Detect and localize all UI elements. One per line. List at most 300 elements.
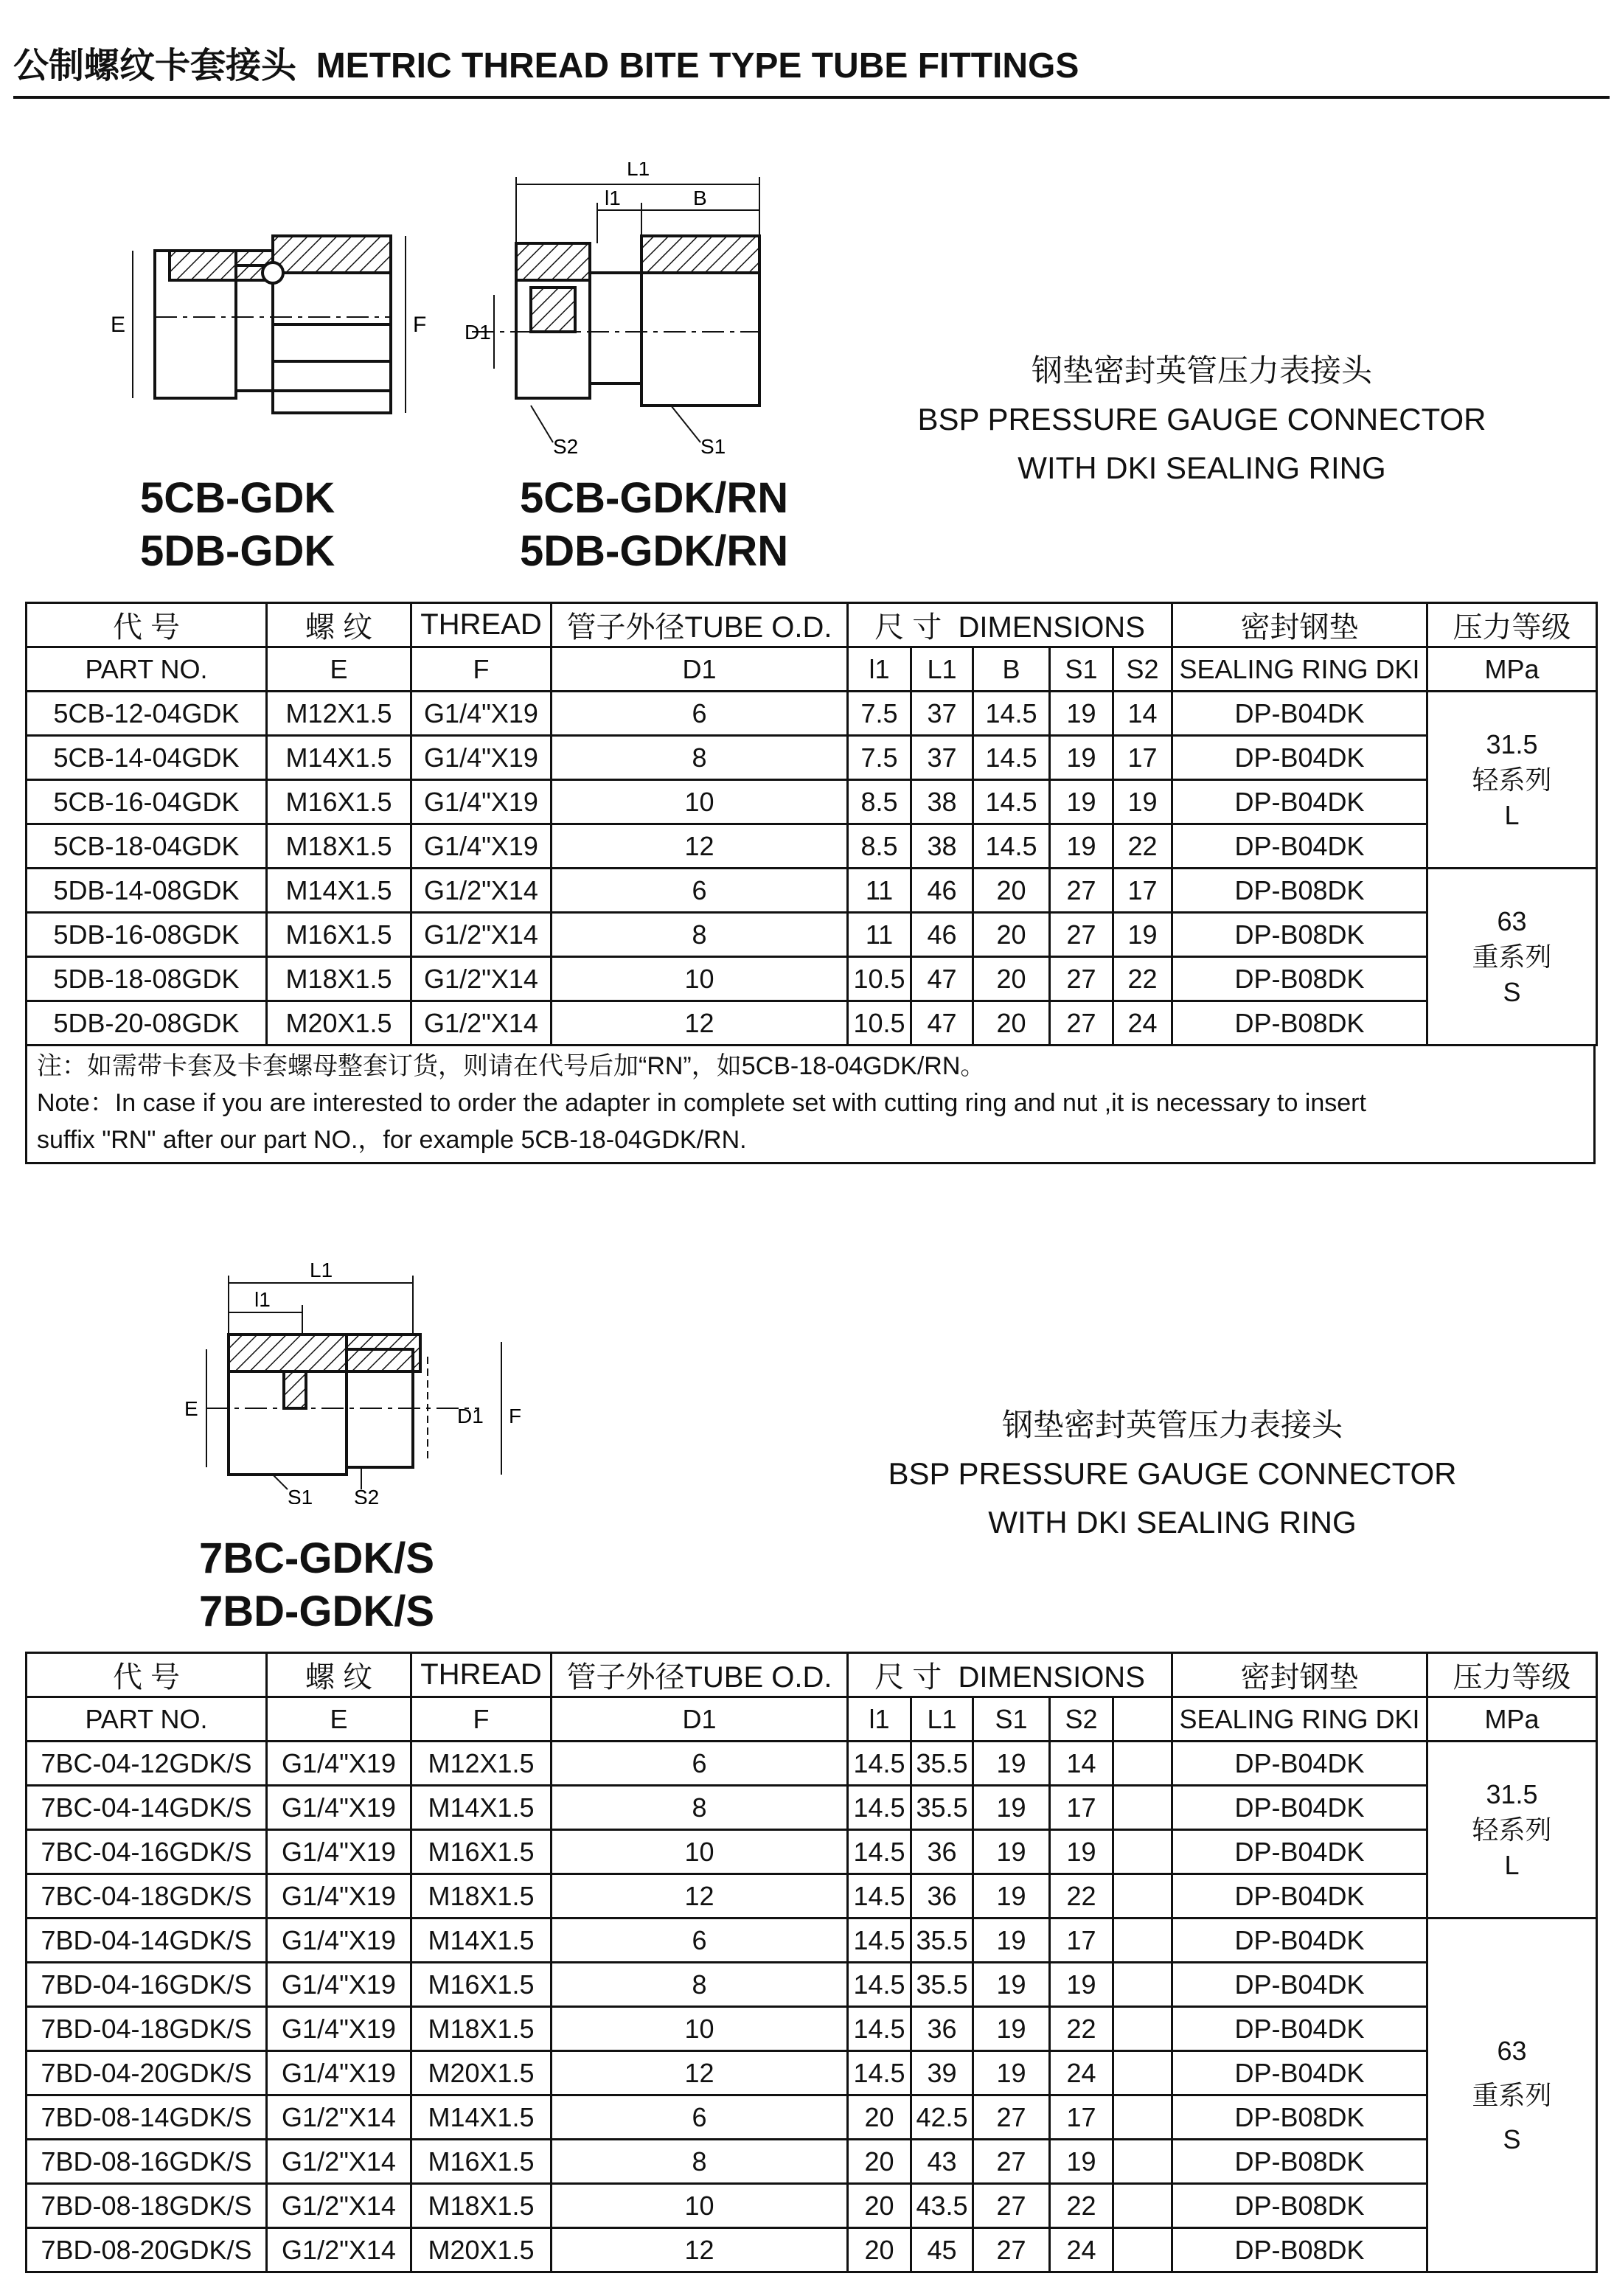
cell-s1: 19 xyxy=(1050,824,1113,869)
cell-part: 5CB-14-04GDK xyxy=(27,736,267,780)
cell-b: 14.5 xyxy=(973,692,1050,736)
cell-s2: 14 xyxy=(1113,692,1172,736)
cell-s2: 19 xyxy=(1113,913,1172,957)
drawing-5cb-gdk xyxy=(103,206,435,428)
cell-f: M16X1.5 xyxy=(411,1963,552,2007)
header-pressure-cn: 压力等级 xyxy=(1427,603,1597,647)
cell-s1: 27 xyxy=(973,2140,1050,2184)
cell-seal: DP-B08DK xyxy=(1172,1001,1427,1046)
cell-s2: 22 xyxy=(1050,2184,1113,2228)
cell-d1: 6 xyxy=(552,692,848,736)
cell-part: 7BC-04-14GDK/S xyxy=(27,1786,267,1830)
cell-part: 7BD-04-14GDK/S xyxy=(27,1918,267,1963)
cell-seal: DP-B04DK xyxy=(1172,1963,1427,2007)
page-title-cn: 公制螺纹卡套接头 xyxy=(13,46,297,86)
header-tube: 管子外径TUBE O.D. xyxy=(552,1653,848,1697)
cell-s2: 22 xyxy=(1113,957,1172,1001)
cell-s2: 17 xyxy=(1050,1918,1113,1963)
drawing-7bc-gdk-s xyxy=(184,1261,531,1504)
cell-e: G1/4"X19 xyxy=(267,1874,411,1918)
cell-d1: 6 xyxy=(552,869,848,913)
cell-s1: 19 xyxy=(973,1918,1050,1963)
cell-l1: 36 xyxy=(911,1830,973,1874)
cell-empty xyxy=(1113,2228,1172,2272)
cell-seal: DP-B08DK xyxy=(1172,957,1427,1001)
table-row xyxy=(27,1918,1597,1963)
cell-s2: 22 xyxy=(1050,2007,1113,2051)
cell-f: G1/2"X14 xyxy=(411,1001,552,1046)
cell-e: G1/4"X19 xyxy=(267,1830,411,1874)
caption-1 xyxy=(885,347,1519,493)
cell-e: G1/4"X19 xyxy=(267,1742,411,1786)
header-dimensions: 尺 寸 DIMENSIONS xyxy=(848,1653,1172,1697)
label-d1: D1 xyxy=(465,321,491,344)
cell-d1: 8 xyxy=(552,1963,848,2007)
model-name: 5DB-GDK/RN xyxy=(520,527,789,575)
table-header-row xyxy=(27,603,1597,647)
cell-part: 7BC-04-16GDK/S xyxy=(27,1830,267,1874)
cell-d1: 12 xyxy=(552,1874,848,1918)
cell-s2: 17 xyxy=(1113,736,1172,780)
cell-s1: 19 xyxy=(1050,736,1113,780)
cell-l1-small: 10.5 xyxy=(848,1001,911,1046)
table-row xyxy=(27,2228,1597,2272)
cell-s1: 19 xyxy=(973,2051,1050,2095)
header-pressure-cn: 压力等级 xyxy=(1427,1653,1597,1697)
cell-e: M16X1.5 xyxy=(267,780,411,824)
cell-part: 5DB-20-08GDK xyxy=(27,1001,267,1046)
header-l1: L1 xyxy=(911,647,973,692)
cell-f: G1/4"X19 xyxy=(411,824,552,869)
table-row xyxy=(27,780,1597,824)
cell-empty xyxy=(1113,2140,1172,2184)
cell-empty xyxy=(1113,1742,1172,1786)
table-row xyxy=(27,1001,1597,1046)
cell-l1: 35.5 xyxy=(911,1742,973,1786)
page-header xyxy=(13,37,1610,99)
table-row xyxy=(27,736,1597,780)
cell-l1: 45 xyxy=(911,2228,973,2272)
header-s2: S2 xyxy=(1113,647,1172,692)
header-d1: D1 xyxy=(552,1697,848,1742)
cell-s2: 24 xyxy=(1050,2051,1113,2095)
cell-seal: DP-B04DK xyxy=(1172,2051,1427,2095)
cell-pressure-heavy: 63 重系列 S xyxy=(1427,1918,1597,2272)
cell-part: 7BD-04-20GDK/S xyxy=(27,2051,267,2095)
cell-part: 5CB-12-04GDK xyxy=(27,692,267,736)
model-name: 7BD-GDK/S xyxy=(199,1587,435,1635)
cell-seal: DP-B04DK xyxy=(1172,692,1427,736)
cell-l1: 39 xyxy=(911,2051,973,2095)
table-row xyxy=(27,1742,1597,1786)
caption-cn: 钢垫密封英管压力表接头 xyxy=(1031,353,1372,388)
cell-e: G1/2"X14 xyxy=(267,2095,411,2140)
model-name: 5CB-GDK/RN xyxy=(520,474,789,522)
header-seal-cn: 密封钢垫 xyxy=(1172,1653,1427,1697)
cell-e: M16X1.5 xyxy=(267,913,411,957)
note-en-line2: suffix "RN" after our part NO.，for example 5CB-18-04GDK/RN. xyxy=(37,1126,747,1154)
header-thread-cn: 螺 纹 xyxy=(267,603,411,647)
cell-b: 20 xyxy=(973,1001,1050,1046)
cell-s2: 19 xyxy=(1050,1963,1113,2007)
cell-b: 14.5 xyxy=(973,824,1050,869)
cell-l1: 38 xyxy=(911,780,973,824)
model-name-group-b xyxy=(520,472,788,578)
cell-f: M12X1.5 xyxy=(411,1742,552,1786)
cell-b: 20 xyxy=(973,913,1050,957)
cell-seal: DP-B08DK xyxy=(1172,869,1427,913)
cell-l1-small: 14.5 xyxy=(848,1918,911,1963)
table-row xyxy=(27,1874,1597,1918)
caption-en: BSP PRESSURE GAUGE CONNECTOR xyxy=(888,1456,1457,1491)
label-l1-total: L1 xyxy=(310,1261,333,1281)
cell-seal: DP-B08DK xyxy=(1172,2184,1427,2228)
label-e: E xyxy=(111,313,126,337)
cell-e: M18X1.5 xyxy=(267,824,411,869)
cell-d1: 8 xyxy=(552,913,848,957)
cell-seal: DP-B04DK xyxy=(1172,1830,1427,1874)
header-pressure-en: MPa xyxy=(1427,647,1597,692)
cell-l1: 43 xyxy=(911,2140,973,2184)
cell-f: M16X1.5 xyxy=(411,1830,552,1874)
cell-f: M16X1.5 xyxy=(411,2140,552,2184)
header-dimensions: 尺 寸 DIMENSIONS xyxy=(848,603,1172,647)
cell-f: M14X1.5 xyxy=(411,1786,552,1830)
cell-e: G1/4"X19 xyxy=(267,1963,411,2007)
cell-l1: 35.5 xyxy=(911,1918,973,1963)
cell-d1: 12 xyxy=(552,2051,848,2095)
cell-part: 7BC-04-18GDK/S xyxy=(27,1874,267,1918)
cell-s1: 19 xyxy=(1050,780,1113,824)
cell-l1-small: 7.5 xyxy=(848,736,911,780)
cell-empty xyxy=(1113,1963,1172,2007)
header-e: E xyxy=(267,1697,411,1742)
cell-e: M14X1.5 xyxy=(267,736,411,780)
cell-l1-small: 14.5 xyxy=(848,2051,911,2095)
cell-seal: DP-B04DK xyxy=(1172,824,1427,869)
cell-e: M18X1.5 xyxy=(267,957,411,1001)
spec-table-2 xyxy=(25,1652,1598,2273)
cell-l1-small: 8.5 xyxy=(848,824,911,869)
cell-l1-small: 20 xyxy=(848,2184,911,2228)
cell-pressure-light: 31.5 轻系列 L xyxy=(1427,1742,1597,1918)
table-row xyxy=(27,824,1597,869)
cell-f: G1/2"X14 xyxy=(411,913,552,957)
cell-pressure-light: 31.5 轻系列 L xyxy=(1427,692,1597,869)
cell-l1-small: 14.5 xyxy=(848,1963,911,2007)
cell-s2: 22 xyxy=(1050,1874,1113,1918)
cell-empty xyxy=(1113,2095,1172,2140)
cell-seal: DP-B04DK xyxy=(1172,780,1427,824)
cell-d1: 8 xyxy=(552,1786,848,1830)
table-row xyxy=(27,1963,1597,2007)
cell-seal: DP-B08DK xyxy=(1172,2095,1427,2140)
cell-s2: 24 xyxy=(1113,1001,1172,1046)
cell-s1: 19 xyxy=(1050,692,1113,736)
header-f: F xyxy=(411,1697,552,1742)
cell-s1: 19 xyxy=(973,1786,1050,1830)
header-seal-en: SEALING RING DKI xyxy=(1172,647,1427,692)
cell-s1: 27 xyxy=(1050,869,1113,913)
cell-l1-small: 14.5 xyxy=(848,1786,911,1830)
cell-l1-small: 8.5 xyxy=(848,780,911,824)
cell-s2: 22 xyxy=(1113,824,1172,869)
cell-d1: 6 xyxy=(552,1918,848,1963)
model-name-group-c xyxy=(199,1532,434,1638)
cell-part: 5CB-18-04GDK xyxy=(27,824,267,869)
header-d1: D1 xyxy=(552,647,848,692)
header-tube: 管子外径TUBE O.D. xyxy=(552,603,848,647)
cell-l1-small: 7.5 xyxy=(848,692,911,736)
label-s1: S1 xyxy=(700,435,726,458)
cell-e: G1/4"X19 xyxy=(267,1786,411,1830)
cell-d1: 8 xyxy=(552,2140,848,2184)
cell-s2: 17 xyxy=(1050,2095,1113,2140)
cell-b: 20 xyxy=(973,957,1050,1001)
cell-l1: 37 xyxy=(911,692,973,736)
cell-seal: DP-B08DK xyxy=(1172,913,1427,957)
cell-d1: 12 xyxy=(552,824,848,869)
cell-b: 14.5 xyxy=(973,780,1050,824)
cell-e: M20X1.5 xyxy=(267,1001,411,1046)
cell-l1-small: 11 xyxy=(848,913,911,957)
cell-d1: 10 xyxy=(552,1830,848,1874)
header-s1: S1 xyxy=(1050,647,1113,692)
cell-f: M14X1.5 xyxy=(411,2095,552,2140)
header-b: B xyxy=(973,647,1050,692)
cell-empty xyxy=(1113,2184,1172,2228)
header-e: E xyxy=(267,647,411,692)
cell-empty xyxy=(1113,1918,1172,1963)
cell-seal: DP-B04DK xyxy=(1172,736,1427,780)
cell-l1-small: 14.5 xyxy=(848,1742,911,1786)
cell-s2: 14 xyxy=(1050,1742,1113,1786)
cell-d1: 10 xyxy=(552,957,848,1001)
cell-part: 5DB-14-08GDK xyxy=(27,869,267,913)
label-b: B xyxy=(693,187,707,209)
cell-f: M18X1.5 xyxy=(411,1874,552,1918)
label-e: E xyxy=(184,1397,198,1420)
cell-l1: 36 xyxy=(911,2007,973,2051)
header-part-en: PART NO. xyxy=(27,647,267,692)
cell-empty xyxy=(1113,2007,1172,2051)
cell-s1: 27 xyxy=(1050,913,1113,957)
model-name: 7BC-GDK/S xyxy=(199,1534,435,1582)
cell-empty xyxy=(1113,1786,1172,1830)
cell-s1: 27 xyxy=(973,2184,1050,2228)
cell-s2: 24 xyxy=(1050,2228,1113,2272)
cell-l1-small: 10.5 xyxy=(848,957,911,1001)
label-l1-total: L1 xyxy=(627,162,650,180)
cell-e: G1/4"X19 xyxy=(267,2007,411,2051)
table-row xyxy=(27,692,1597,736)
cell-s1: 19 xyxy=(973,1874,1050,1918)
cell-f: G1/4"X19 xyxy=(411,692,552,736)
cell-s1: 27 xyxy=(1050,957,1113,1001)
cell-d1: 12 xyxy=(552,1001,848,1046)
cell-l1: 43.5 xyxy=(911,2184,973,2228)
cell-s2: 19 xyxy=(1050,2140,1113,2184)
header-seal-cn: 密封钢垫 xyxy=(1172,603,1427,647)
label-s1: S1 xyxy=(288,1486,313,1504)
cell-e: G1/2"X14 xyxy=(267,2184,411,2228)
cell-d1: 10 xyxy=(552,2007,848,2051)
cell-l1-small: 14.5 xyxy=(848,1830,911,1874)
note-en-line1: Note：In case if you are interested to order the adapter in complete set with cutting ring and nut ,it is necessary to insert xyxy=(37,1089,1366,1117)
cell-e: G1/2"X14 xyxy=(267,2228,411,2272)
cell-l1-small: 14.5 xyxy=(848,2007,911,2051)
cell-f: M20X1.5 xyxy=(411,2228,552,2272)
cell-part: 5CB-16-04GDK xyxy=(27,780,267,824)
cell-l1: 47 xyxy=(911,1001,973,1046)
header-part-cn: 代 号 xyxy=(27,603,267,647)
page-title-en: METRIC THREAD BITE TYPE TUBE FITTINGS xyxy=(316,46,1079,86)
caption-en: WITH DKI SEALING RING xyxy=(1018,450,1386,485)
cell-e: G1/4"X19 xyxy=(267,1918,411,1963)
cell-d1: 8 xyxy=(552,736,848,780)
cell-s1: 19 xyxy=(973,2007,1050,2051)
label-s2: S2 xyxy=(354,1486,380,1504)
cell-s1: 27 xyxy=(1050,1001,1113,1046)
cell-s1: 27 xyxy=(973,2095,1050,2140)
cell-l1: 38 xyxy=(911,824,973,869)
cell-part: 5DB-18-08GDK xyxy=(27,957,267,1001)
page-title xyxy=(13,37,1079,88)
label-f: F xyxy=(509,1405,522,1427)
cell-part: 5DB-16-08GDK xyxy=(27,913,267,957)
cell-e: G1/2"X14 xyxy=(267,2140,411,2184)
cell-l1-small: 20 xyxy=(848,2095,911,2140)
cell-f: M18X1.5 xyxy=(411,2007,552,2051)
table-row xyxy=(27,2140,1597,2184)
cell-s2: 17 xyxy=(1050,1786,1113,1830)
cell-f: G1/2"X14 xyxy=(411,957,552,1001)
cell-pressure-heavy: 63 重系列 S xyxy=(1427,869,1597,1046)
cell-part: 7BD-04-18GDK/S xyxy=(27,2007,267,2051)
cell-l1: 47 xyxy=(911,957,973,1001)
model-name: 5DB-GDK xyxy=(140,527,335,575)
caption-2 xyxy=(855,1401,1489,1547)
header-seal-en: SEALING RING DKI xyxy=(1172,1697,1427,1742)
label-f: F xyxy=(413,313,427,337)
cell-e: M14X1.5 xyxy=(267,869,411,913)
cell-part: 7BD-08-20GDK/S xyxy=(27,2228,267,2272)
cell-part: 7BD-08-18GDK/S xyxy=(27,2184,267,2228)
cell-l1-small: 20 xyxy=(848,2140,911,2184)
label-l1: l1 xyxy=(254,1288,271,1311)
header-thread-cn: 螺 纹 xyxy=(267,1653,411,1697)
cell-part: 7BC-04-12GDK/S xyxy=(27,1742,267,1786)
cell-e: M12X1.5 xyxy=(267,692,411,736)
cell-empty xyxy=(1113,1830,1172,1874)
cell-l1-small: 14.5 xyxy=(848,1874,911,1918)
cell-f: G1/2"X14 xyxy=(411,869,552,913)
header-part-cn: 代 号 xyxy=(27,1653,267,1697)
cell-e: G1/4"X19 xyxy=(267,2051,411,2095)
cell-seal: DP-B04DK xyxy=(1172,1786,1427,1830)
cell-s2: 19 xyxy=(1113,780,1172,824)
label-s2: S2 xyxy=(553,435,579,458)
cell-l1: 36 xyxy=(911,1874,973,1918)
cell-l1: 35.5 xyxy=(911,1786,973,1830)
table-row xyxy=(27,2007,1597,2051)
cell-seal: DP-B04DK xyxy=(1172,1874,1427,1918)
cell-empty xyxy=(1113,1874,1172,1918)
table-subheader-row xyxy=(27,647,1597,692)
caption-en: BSP PRESSURE GAUGE CONNECTOR xyxy=(917,402,1486,436)
cell-d1: 12 xyxy=(552,2228,848,2272)
cell-seal: DP-B04DK xyxy=(1172,2007,1427,2051)
cell-seal: DP-B08DK xyxy=(1172,2228,1427,2272)
table-row xyxy=(27,2184,1597,2228)
cell-b: 20 xyxy=(973,869,1050,913)
label-d1: D1 xyxy=(457,1405,484,1427)
header-l1-small: l1 xyxy=(848,647,911,692)
header-part-en: PART NO. xyxy=(27,1697,267,1742)
table-row xyxy=(27,913,1597,957)
cell-part: 7BD-08-16GDK/S xyxy=(27,2140,267,2184)
table-header-row xyxy=(27,1653,1597,1697)
cell-l1: 37 xyxy=(911,736,973,780)
table-row xyxy=(27,1830,1597,1874)
header-thread-en: THREAD xyxy=(411,603,552,647)
spec-table-1 xyxy=(25,602,1598,1046)
cell-d1: 6 xyxy=(552,1742,848,1786)
cell-seal: DP-B04DK xyxy=(1172,1918,1427,1963)
header-f: F xyxy=(411,647,552,692)
note-cn: 注：如需带卡套及卡套螺母整套订货，则请在代号后加“RN”，如5CB-18-04GDK/RN。 xyxy=(37,1052,986,1080)
cell-seal: DP-B04DK xyxy=(1172,1742,1427,1786)
cell-d1: 10 xyxy=(552,780,848,824)
header-empty xyxy=(1113,1697,1172,1742)
label-l1: l1 xyxy=(605,187,621,209)
cell-s2: 19 xyxy=(1050,1830,1113,1874)
table-row xyxy=(27,2095,1597,2140)
model-name-group-a xyxy=(140,472,335,578)
drawing-5cb-gdk-rn xyxy=(450,162,774,465)
cell-f: M14X1.5 xyxy=(411,1918,552,1963)
table-subheader-row xyxy=(27,1697,1597,1742)
cell-seal: DP-B08DK xyxy=(1172,2140,1427,2184)
cell-s1: 27 xyxy=(973,2228,1050,2272)
header-l1: L1 xyxy=(911,1697,973,1742)
header-pressure-en: MPa xyxy=(1427,1697,1597,1742)
table-row xyxy=(27,869,1597,913)
cell-s2: 17 xyxy=(1113,869,1172,913)
cell-l1: 46 xyxy=(911,913,973,957)
header-s1: S1 xyxy=(973,1697,1050,1742)
caption-en: WITH DKI SEALING RING xyxy=(988,1505,1357,1540)
cell-d1: 10 xyxy=(552,2184,848,2228)
table-row xyxy=(27,2051,1597,2095)
cell-s1: 19 xyxy=(973,1830,1050,1874)
cell-f: M18X1.5 xyxy=(411,2184,552,2228)
cell-s1: 19 xyxy=(973,1742,1050,1786)
cell-f: G1/4"X19 xyxy=(411,736,552,780)
cell-d1: 6 xyxy=(552,2095,848,2140)
cell-l1: 42.5 xyxy=(911,2095,973,2140)
cell-l1-small: 20 xyxy=(848,2228,911,2272)
header-s2: S2 xyxy=(1050,1697,1113,1742)
cell-part: 7BD-08-14GDK/S xyxy=(27,2095,267,2140)
header-l1-small: l1 xyxy=(848,1697,911,1742)
cell-s1: 19 xyxy=(973,1963,1050,2007)
header-thread-en: THREAD xyxy=(411,1653,552,1697)
cell-part: 7BD-04-16GDK/S xyxy=(27,1963,267,2007)
model-name: 5CB-GDK xyxy=(140,474,335,522)
cell-l1-small: 11 xyxy=(848,869,911,913)
cell-b: 14.5 xyxy=(973,736,1050,780)
